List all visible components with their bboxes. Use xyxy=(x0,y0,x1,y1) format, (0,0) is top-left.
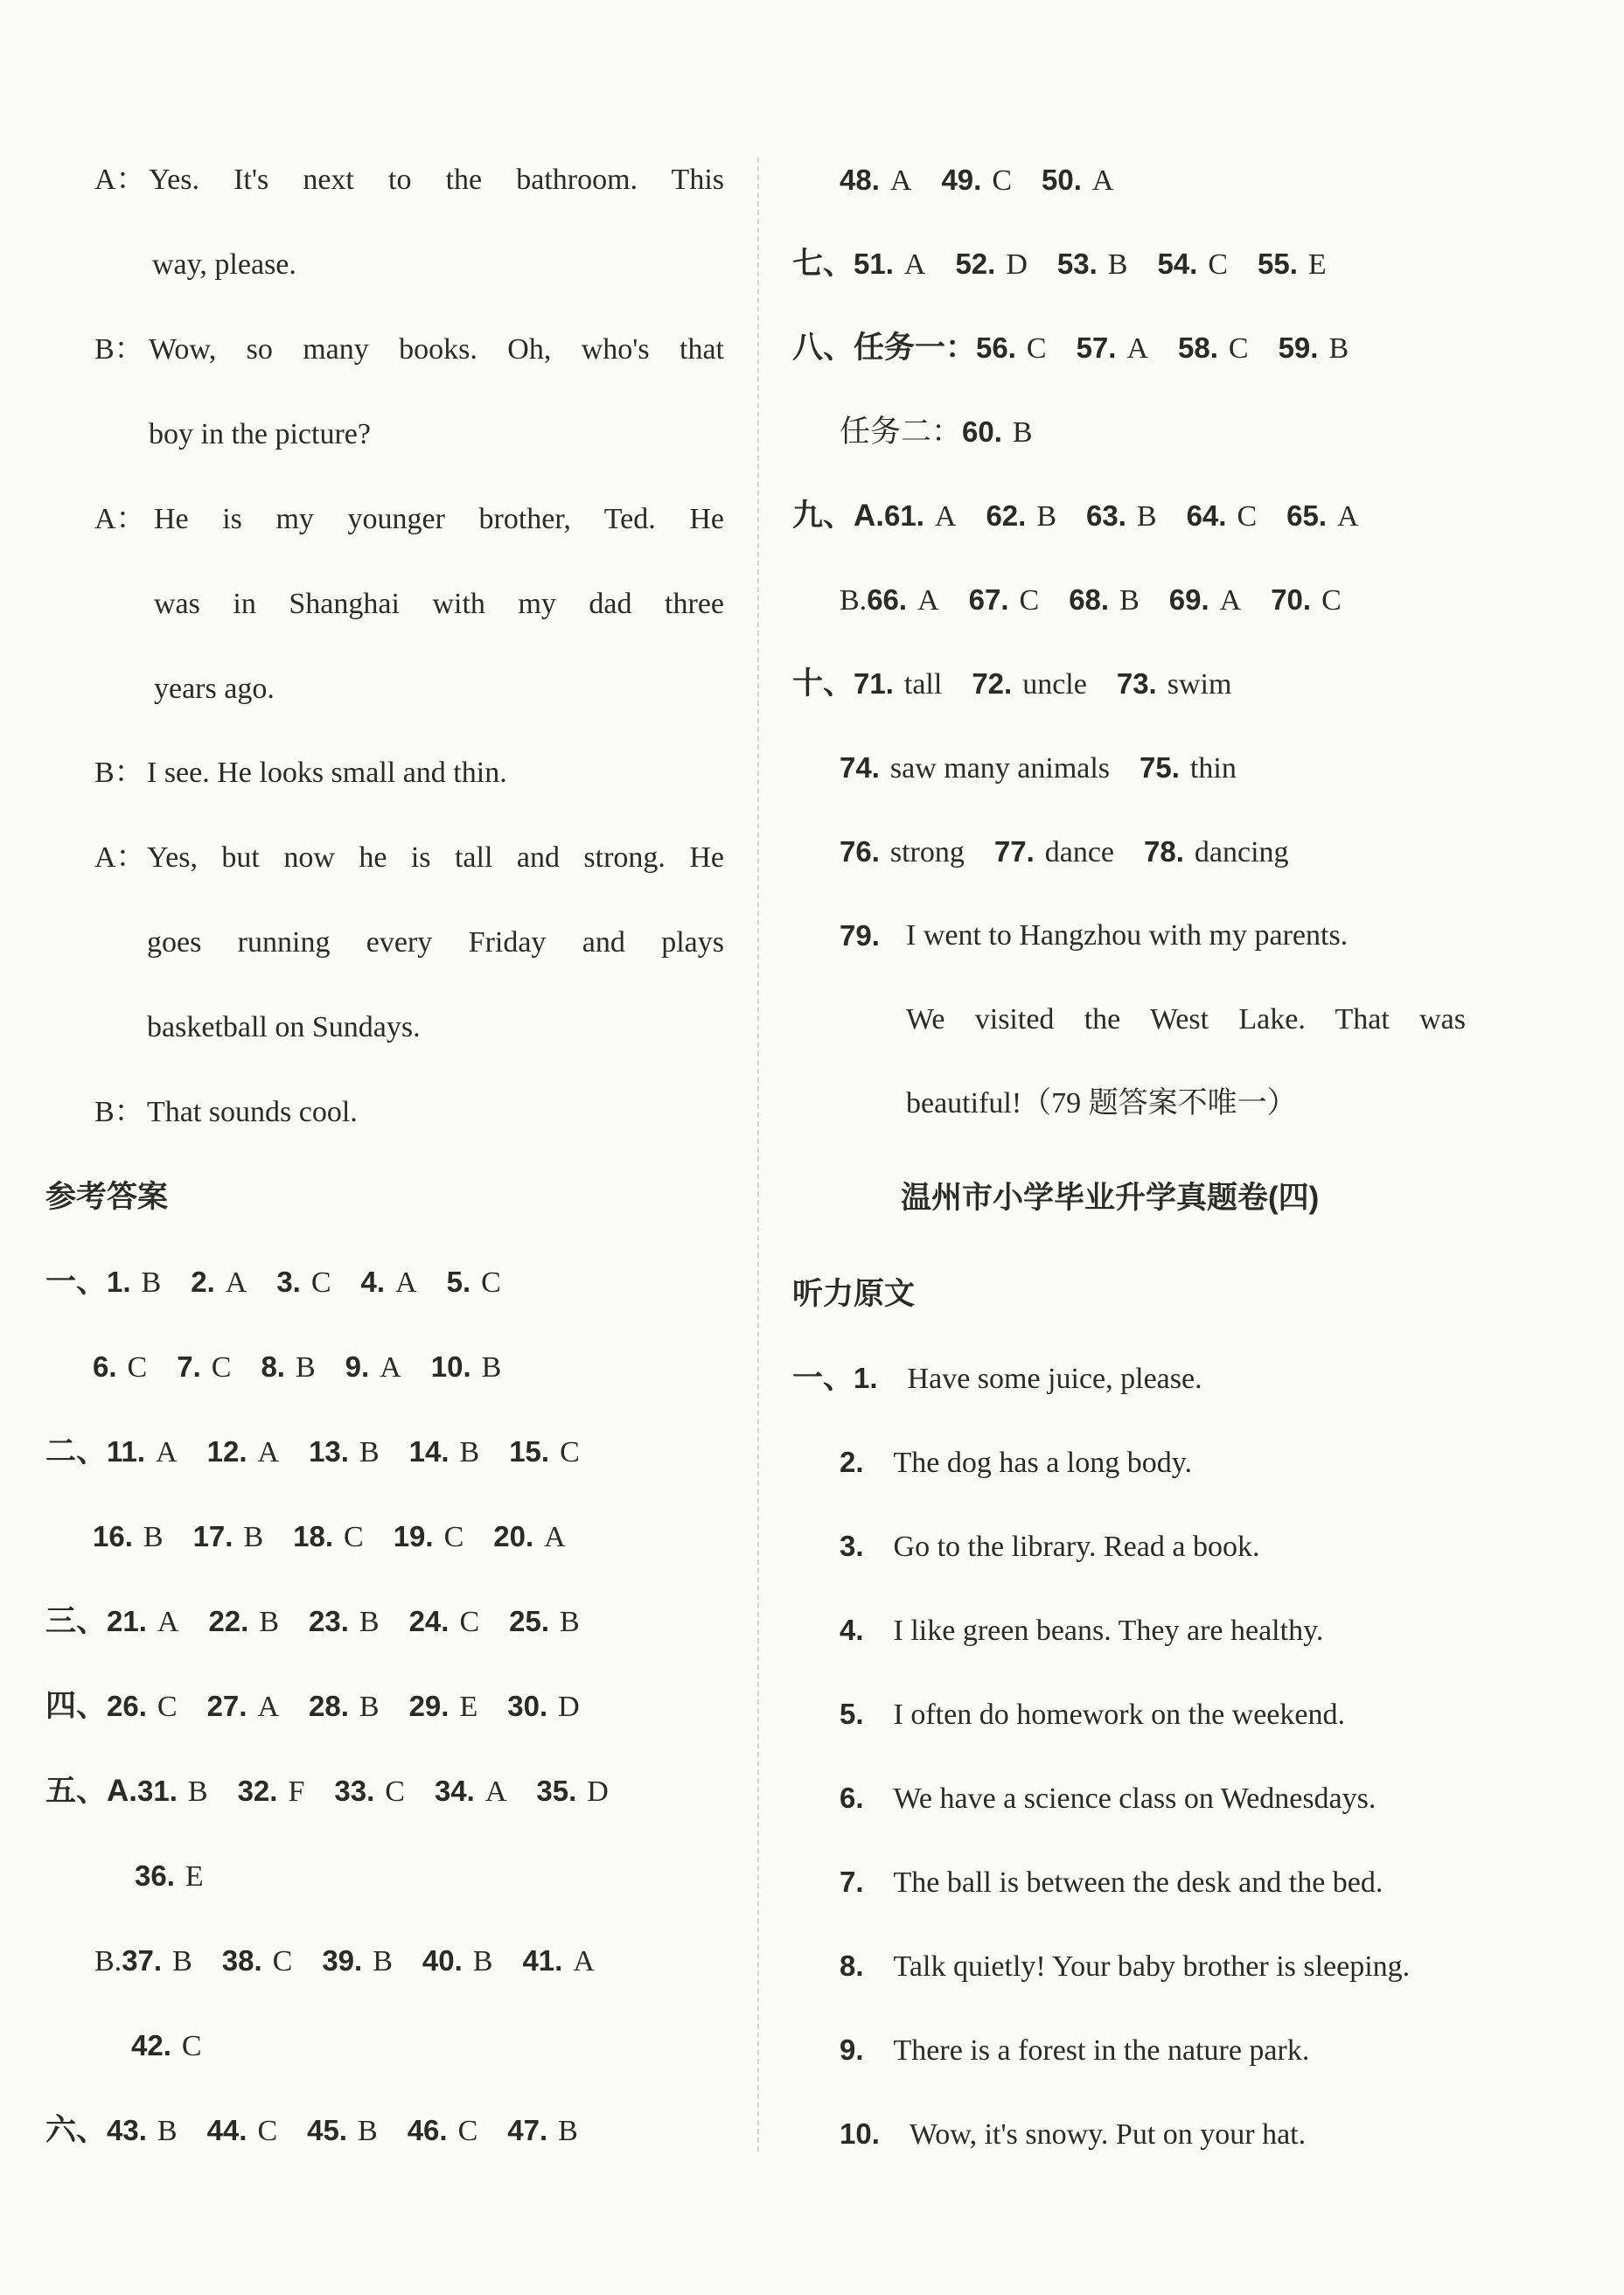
list-item: 3. Go to the library. Read a book. xyxy=(840,1530,1260,1563)
answer-row: 五、A.31. B 32. F 33. C 34. A 35. D xyxy=(45,1774,609,1808)
section-label: 一、 xyxy=(45,1265,108,1299)
dialogue-line: basketball on Sundays. xyxy=(147,1011,421,1043)
answer-row: 三、21. A 22. B 23. B 24. C 25. B xyxy=(45,1604,580,1638)
answer-row: 42. C xyxy=(131,2029,202,2062)
answer-row: 36. E xyxy=(135,1859,204,1893)
section-label: 八、任务一： xyxy=(792,331,977,365)
section-label: 二、 xyxy=(45,1434,108,1468)
answer-row: 十、71. tall 72. uncle 73. swim xyxy=(792,666,1232,701)
dialogue-speaker: B： xyxy=(94,333,144,366)
paper-title: 温州市小学毕业升学真题卷(四) xyxy=(901,1181,1320,1215)
answer-row: 6. C 7. C 8. B 9. A 10. B xyxy=(93,1350,502,1384)
list-item: 5. I often do homework on the weekend. xyxy=(840,1698,1345,1731)
section-label: 九、A. xyxy=(792,499,885,533)
dialogue-speaker: B： xyxy=(94,1096,144,1128)
q79-line: I went to Hangzhou with my parents. xyxy=(906,919,1349,952)
dialogue-line: years ago. xyxy=(154,673,275,705)
dialogue-speaker: B： xyxy=(94,757,144,789)
q79-number: 79. xyxy=(840,919,880,952)
answer-row: 16. B 17. B 18. C 19. C 20. A xyxy=(93,1520,566,1553)
dialogue-line: Wow, so many books. Oh, who's that xyxy=(149,333,724,366)
answer-row: 一、1. B 2. A 3. C 4. A 5. C xyxy=(45,1265,501,1299)
dialogue-line: goes running every Friday and plays xyxy=(147,926,724,959)
list-item: 7. The ball is between the desk and the bed. xyxy=(840,1866,1384,1899)
dialogue-speaker: A： xyxy=(94,164,146,196)
dialogue-line: way, please. xyxy=(152,248,296,281)
answer-row: 二、11. A 12. A 13. B 14. B 15. C xyxy=(45,1434,580,1468)
column-divider xyxy=(757,157,759,2152)
section-label: 六、 xyxy=(45,2113,108,2147)
section-label: 十、 xyxy=(792,666,854,701)
section-label: B. xyxy=(840,584,868,617)
answer-row: 八、任务一：56. C 57. A 58. C 59. B xyxy=(792,331,1349,365)
dialogue-speaker: A： xyxy=(94,841,146,874)
section-label: 一、 xyxy=(792,1361,854,1395)
section-label: 任务二： xyxy=(840,415,963,449)
list-item: 6. We have a science class on Wednesdays. xyxy=(840,1782,1377,1815)
list-item: 4. I like green beans. They are healthy. xyxy=(840,1614,1324,1647)
answers-heading: 参考答案 xyxy=(45,1180,169,1214)
answer-row: 76. strong 77. dance 78. dancing xyxy=(840,835,1289,868)
answer-row: B.37. B 38. C 39. B 40. B 41. A xyxy=(94,1944,595,1978)
q79-line: beautiful!（79 题答案不唯一） xyxy=(906,1087,1297,1120)
list-item: 一、1. Have some juice, please. xyxy=(792,1361,1202,1395)
section-label: 四、 xyxy=(45,1689,108,1723)
section-label: 三、 xyxy=(45,1604,108,1638)
answer-row: 任务二：60. B xyxy=(840,415,1033,449)
answer-row: 48. A 49. C 50. A xyxy=(840,164,1114,197)
answer-row: 九、A.61. A 62. B 63. B 64. C 65. A xyxy=(792,499,1359,533)
section-label: B. xyxy=(94,1945,122,1978)
q79-line: We visited the West Lake. That was xyxy=(906,1003,1466,1036)
answer-row: 74. saw many animals 75. thin xyxy=(840,751,1237,785)
dialogue-line: Yes. It's next to the bathroom. This xyxy=(149,164,724,196)
dialogue-line: Yes, but now he is tall and strong. He xyxy=(147,841,724,874)
list-item: 10. Wow, it's snowy. Put on your hat. xyxy=(840,2117,1307,2151)
list-item: 2. The dog has a long body. xyxy=(840,1446,1193,1479)
dialogue-line: He is my younger brother, Ted. He xyxy=(154,503,724,535)
dialogue-line: boy in the picture? xyxy=(149,418,371,450)
answer-row: B.66. A 67. C 68. B 69. A 70. C xyxy=(840,583,1342,617)
section-label: 七、 xyxy=(792,247,854,281)
dialogue-line: That sounds cool. xyxy=(147,1096,358,1128)
answer-row: 七、51. A 52. D 53. B 54. C 55. E xyxy=(792,247,1327,281)
answer-row: 六、43. B 44. C 45. B 46. C 47. B xyxy=(45,2113,578,2147)
list-item: 8. Talk quietly! Your baby brother is sleeping. xyxy=(840,1950,1411,1983)
listening-heading: 听力原文 xyxy=(792,1277,916,1311)
dialogue-speaker: A： xyxy=(94,503,146,535)
answer-row: 四、26. C 27. A 28. B 29. E 30. D xyxy=(45,1689,580,1723)
section-label: 五、A. xyxy=(45,1774,138,1808)
list-item: 9. There is a forest in the nature park. xyxy=(840,2033,1310,2067)
dialogue-line: was in Shanghai with my dad three xyxy=(154,588,724,620)
dialogue-line: I see. He looks small and thin. xyxy=(147,757,507,789)
